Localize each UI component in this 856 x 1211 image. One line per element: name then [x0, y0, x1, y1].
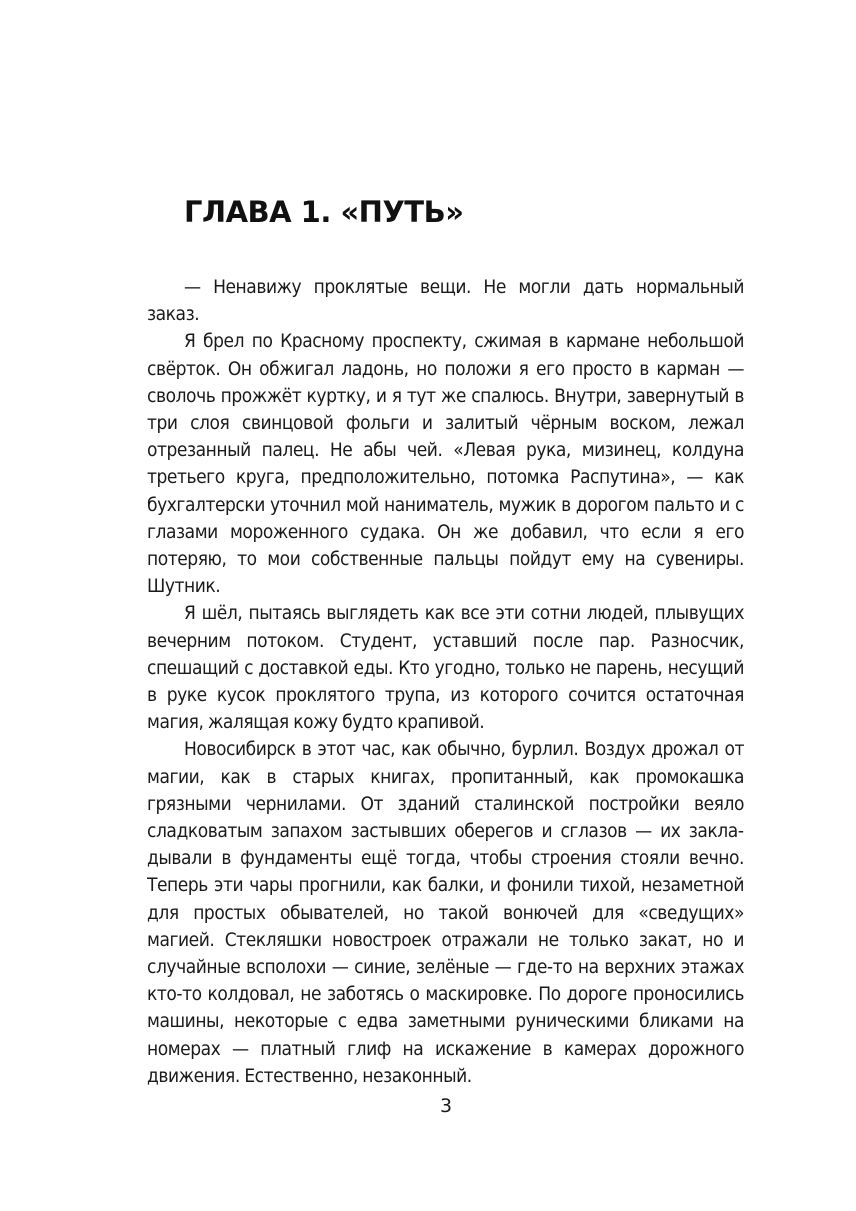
- paragraph: Я шёл, пытаясь выглядеть как все эти сотни людей, плывущих вечерним потоком. Студент, уставший после пар. Разносчик, спешащий с доставкой еды. Кто угодно, только не парень, несущий в руке кусок проклятого трупа, из которого сочится остаточная магия, жалящая кожу будто крапивой.: [147, 602, 744, 734]
- chapter-body: [147, 274, 744, 1090]
- book-page: [147, 190, 744, 1090]
- page-number: 3: [439, 1095, 453, 1117]
- chapter-title: ГЛАВА 1. «ПУТЬ»: [184, 195, 464, 229]
- paragraph: — Ненавижу проклятые вещи. Не могли дать нормальный заказ.: [147, 276, 744, 326]
- paragraph: Новосибирск в этот час, как обычно, бурлил. Воздух дрожал от магии, как в старых книгах, пропитанный, как промокашка грязными чернилами. От зданий сталинской постройки веяло сладковатым запахом застывших оберегов и сглазов — их закладывали в фундаменты ещё тогда, чтобы строения стояли вечно. Теперь эти чары прогнили, как балки, и фонили тихой, незаметной для простых обывателей, но такой вонючей для «сведущих» магией. Стекляшки новостроек отражали не только закат, но и случайные всполохи — синие, зелёные — где-то на верхних этажах кто-то колдовал, не заботясь о маскировке. По дороге проносились машины, некоторые с едва заметными руническими бликами на номерах — платный глиф на искажение в камерах дорожного движения. Естественно, незаконный.: [147, 738, 744, 1087]
- paragraph: Я брел по Красному проспекту, сжимая в кармане небольшой свёрток. Он обжигал ладонь, но положи я его просто в карман — сволочь прожжёт куртку, и я тут же спалюсь. Внутри, завернутый в три слоя свинцовой фольги и залитый чёрным воском, лежал отрезанный палец. Не абы чей. «Левая рука, мизинец, колдуна третьего круга, предположительно, потомка Распутина», — как бухгалтерски уточнил мой наниматель, мужик в дорогом пальто и с глазами мороженного судака. Он же добавил, что если я его потеряю, то мои собственные пальцы пойдут ему на сувениры. Шутник.: [147, 330, 744, 598]
